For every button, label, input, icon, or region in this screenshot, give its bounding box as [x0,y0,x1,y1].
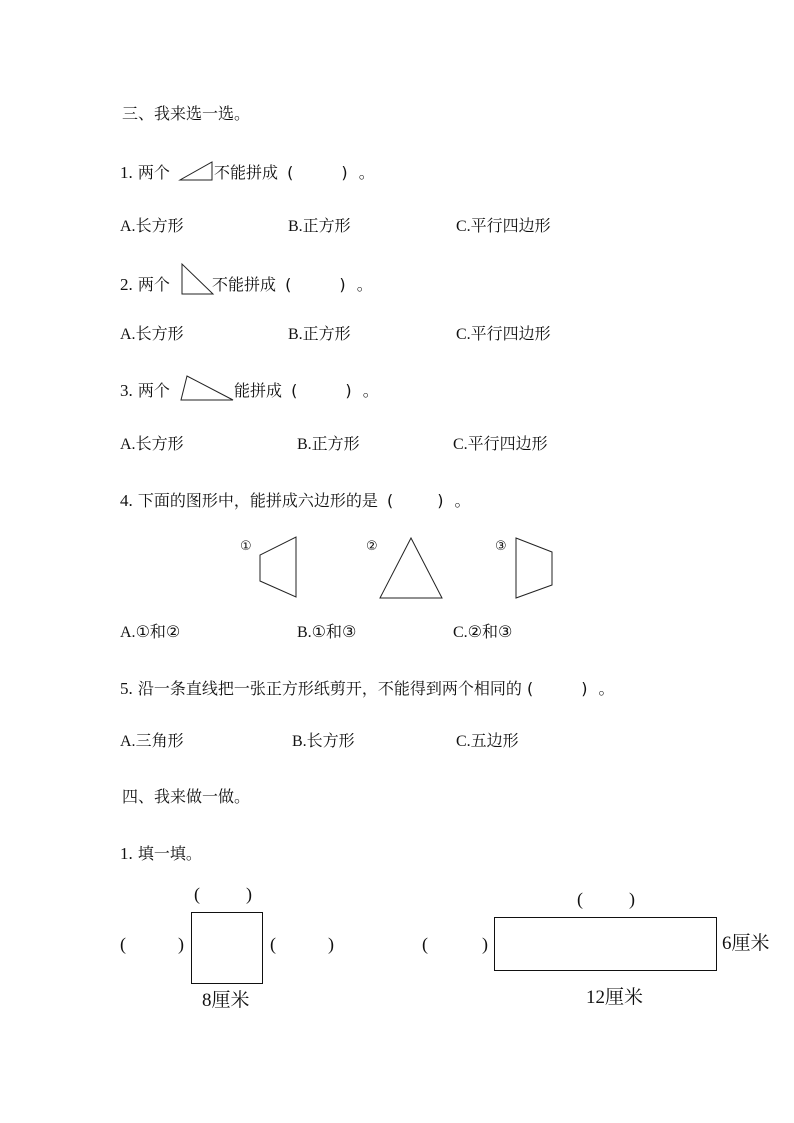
equilateral-triangle-shape-2 [378,536,444,600]
q3-option-c[interactable]: C.平行四边形 [453,434,548,453]
question-text-post: 不能拼成 [214,163,279,182]
question-end: 。 [598,679,615,698]
q5-option-c[interactable]: C.五边形 [456,731,519,750]
answer-paren-open: ( [386,491,394,510]
question-text: 沿一条直线把一张正方形纸剪开，不能得到两个相同的 [137,679,522,698]
q1-option-c[interactable]: C.平行四边形 [456,216,551,235]
square-right-blank[interactable]: ( ) [270,934,334,954]
answer-paren-close: ) [345,381,352,400]
question-text-post: 不能拼成 [212,275,277,294]
trapezoid-shape-3 [514,536,554,600]
q5-option-b[interactable]: B.长方形 [292,731,355,750]
q4-option-c[interactable]: C.②和③ [453,622,513,641]
q3-option-a[interactable]: A.长方形 [120,434,184,453]
question-number: 2. [120,275,133,294]
shape-label-1: ① [240,539,252,554]
section-4-question-1 [120,845,202,862]
answer-paren-open: ( [291,381,298,400]
answer-paren-close: ) [437,491,444,510]
rect-left-blank[interactable]: ( ) [422,934,488,954]
question-end: 。 [362,381,379,400]
square-bottom-label: 8厘米 [202,990,250,1011]
question-text-pre: 两个 [137,381,170,400]
question-1 [120,164,375,181]
rect-bottom-label: 12厘米 [586,987,644,1008]
question-5 [120,680,615,697]
answer-paren-close: ) [339,275,346,294]
question-text-pre: 两个 [137,163,170,182]
q4-option-b[interactable]: B.①和③ [297,622,357,641]
right-triangle-icon [180,262,216,296]
answer-paren-close: ) [581,679,588,698]
answer-paren-open: ( [287,163,294,182]
question-end: 。 [454,491,471,510]
question-number: 1. [120,844,133,863]
question-number: 1. [120,163,133,182]
question-number: 3. [120,381,133,400]
q1-option-b[interactable]: B.正方形 [288,216,351,235]
rect-top-blank[interactable]: ( ) [577,889,635,909]
rect-right-label: 6厘米 [722,933,770,954]
question-number: 4. [120,491,133,510]
q5-option-a[interactable]: A.三角形 [120,731,184,750]
answer-paren-open: ( [285,275,292,294]
question-end: 。 [358,163,375,182]
section-3-heading: 三、我来选一选。 [122,104,251,123]
q3-option-b[interactable]: B.正方形 [297,434,360,453]
question-text: 填一填。 [137,844,202,863]
q2-option-a[interactable]: A.长方形 [120,324,184,343]
rectangle-figure [494,917,717,971]
question-2 [120,276,373,293]
section-4-heading: 四、我来做一做。 [122,787,251,806]
q2-option-b[interactable]: B.正方形 [288,324,351,343]
question-3 [120,382,379,399]
question-number: 5. [120,679,133,698]
square-top-blank[interactable]: ( ) [194,884,252,904]
shape-label-2: ② [366,539,378,554]
trapezoid-shape-1 [258,534,300,600]
answer-paren-open: ( [526,679,534,698]
question-text: 下面的图形中，能拼成六边形的是 [137,491,378,510]
square-left-blank[interactable]: ( ) [120,934,184,954]
answer-paren-close: ) [341,163,348,182]
q2-option-c[interactable]: C.平行四边形 [456,324,551,343]
question-4 [120,492,471,509]
thin-triangle-icon [178,160,214,182]
question-text-post: 能拼成 [234,381,283,400]
q4-option-a[interactable]: A.①和② [120,622,181,641]
question-end: 。 [356,275,373,294]
obtuse-triangle-icon [179,374,235,402]
q1-option-a[interactable]: A.长方形 [120,216,184,235]
question-text-pre: 两个 [137,275,170,294]
shape-label-3: ③ [495,539,507,554]
square-figure [191,912,263,984]
